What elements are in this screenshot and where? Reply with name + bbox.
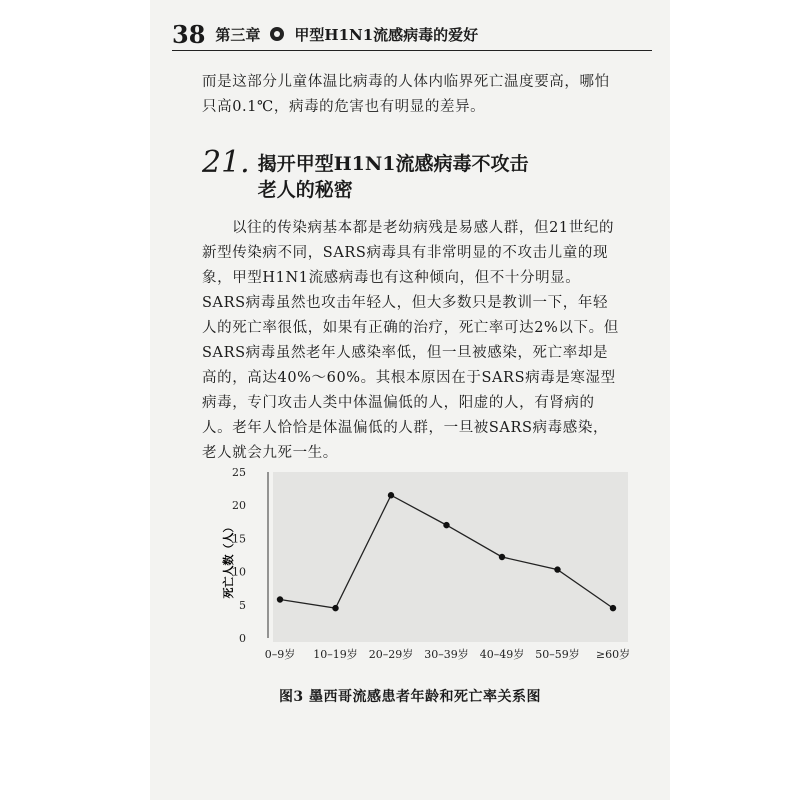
data-point [554,566,560,572]
figure-caption: 图3 墨西哥流感患者年龄和死亡率关系图 [278,689,542,705]
y-tick-label: 15 [232,532,246,546]
y-tick-label: 10 [232,565,246,579]
chapter-bullet-icon [270,27,284,41]
x-tick-label: 40–49岁 [479,648,525,661]
data-point [610,605,616,611]
chapter-label: 第三章 [215,25,261,44]
y-tick-label: 25 [232,466,246,479]
x-tick-label: ≥60岁 [595,648,631,661]
section-title-line-1: 揭开甲型H1N1流感病毒不攻击 [257,153,529,175]
y-tick-label: 5 [239,598,246,612]
y-axis-label: 死亡人数（人） [222,521,235,599]
data-point [277,596,283,602]
section-title [258,145,529,203]
section-number: 21. [202,145,250,180]
x-tick-label: 50–59岁 [535,648,580,661]
x-tick-label: 10–19岁 [313,648,358,661]
x-tick-label: 20–29岁 [368,648,414,661]
y-tick-label: 0 [239,632,246,645]
running-title: 甲型H1N1流感病毒的爱好 [294,25,479,44]
data-point [499,554,505,560]
paragraph-1: 而是这部分儿童体温比病毒的人体内临界死亡温度要高，哪怕只高0.1℃，病毒的危害也有明显的差异。 [202,74,610,115]
x-tick-label: 30–39岁 [424,648,469,661]
page-number: 38 [172,19,206,49]
paragraph-2: 以往的传染病基本都是老幼病残是易感人群，但21世纪的新型传染病不同，SARS病毒具有非常明显的不攻击儿童的现象，甲型H1N1流感病毒也有这种倾向，但不十分明显。SARS病毒虽然也攻击年轻人，但大多数只是教训一下，年轻人的死亡率很低，如果有正确的治疗，死亡率可达2%以下。但SARS病毒虽然老年人感染率低，但一旦被感染，死亡率却是高的，高达40%～60%。其根本原因在于SARS病毒是寒湿型病毒，专门攻击人类中体温偏低的人，阳虚的人，有肾病的人。老年人恰恰是体温偏低的人群，一旦被SARS病毒感染，老人就会九死一生。 [202,220,619,461]
data-point [443,522,449,528]
page-header [172,18,652,51]
section-title-line-2: 老人的秘密 [257,179,353,201]
plot-background [273,472,628,642]
data-point [332,605,338,611]
y-tick-label: 20 [232,499,246,513]
section-heading [202,145,622,203]
line-chart [218,460,638,665]
data-point [388,492,394,498]
x-tick-label: 0–9岁 [264,648,296,661]
